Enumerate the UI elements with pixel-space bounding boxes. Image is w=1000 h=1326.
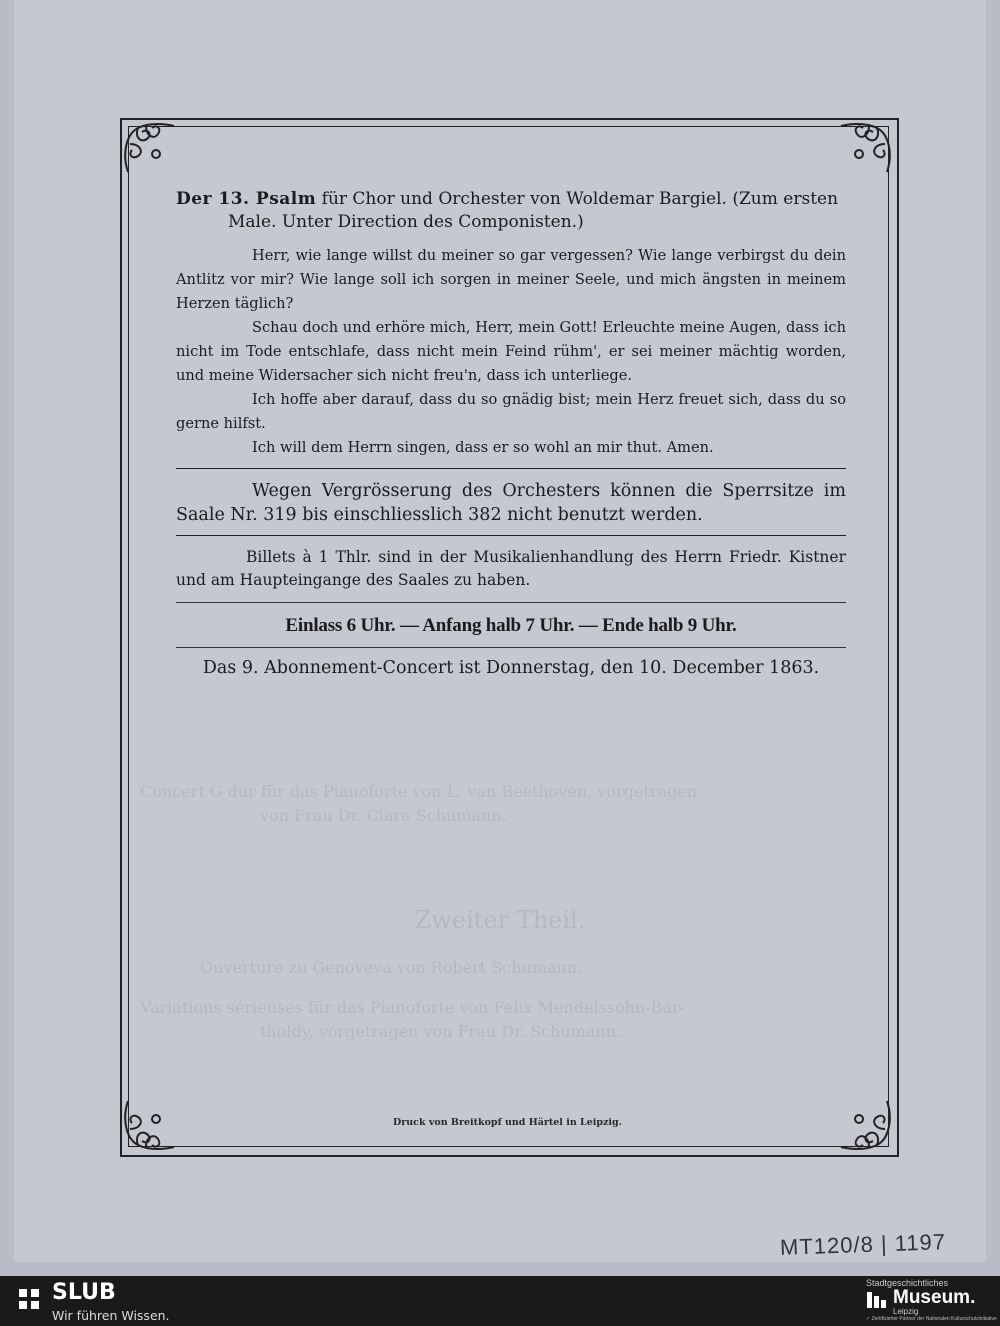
next-concert: Das 9. Abonnement-Concert ist Donnerstag, den 10. December 1863. [202, 658, 820, 678]
museum-partner-text: ✓ Zertifizierter Partner der Nationalen Kulturschutzinitiative [866, 1316, 997, 1322]
psalm-paragraph: Ich will dem Herrn singen, dass er so wohl an mir thut. Amen. [252, 439, 714, 456]
museum-city: Leipzig [893, 1307, 919, 1316]
slub-name[interactable]: SLUB [52, 1280, 116, 1305]
seating-notice: Wegen Vergrösserung des Orchesters können die Sperrsitze im Saale Nr. 319 bis einschliesslich 382 nicht benutzt werden. [176, 481, 846, 525]
divider [176, 602, 846, 603]
museum-logo-icon [866, 1290, 888, 1310]
bleed-line-1: Concert G dur für das Pianoforte von L. van Beethoven, vorgetragen [140, 782, 698, 801]
museum-name[interactable]: Museum. [893, 1287, 976, 1308]
bleed-line-4: Variations sérieuses für das Pianoforte von Felix Mendelssohn-Bar- [140, 998, 685, 1017]
psalm-paragraph: Schau doch und erhöre mich, Herr, mein Gott! Erleuchte meine Augen, dass ich nicht im Tode entschlafe, dass nicht mein Feind rühm', er sei meiner mächtig worden, und meine Widersacher sich nicht freu'n, dass ich unterliege. [176, 319, 846, 384]
piece-heading [176, 188, 846, 234]
divider [176, 647, 846, 648]
printer-imprint: Druck von Breitkopf und Härtel in Leipzig. [393, 1117, 622, 1128]
psalm-paragraph: Ich hoffe aber darauf, dass du so gnädig bist; mein Herz freuet sich, dass du so gerne hilfst. [176, 391, 846, 432]
corner-ornament-icon [116, 114, 186, 184]
psalm-text [176, 244, 846, 460]
archive-number: MT120/8 | 1197 [779, 1229, 947, 1260]
slub-logo-icon [16, 1286, 42, 1312]
psalm-paragraph: Herr, wie lange willst du meiner so gar vergessen? Wie lange verbirgst du dein Antlitz vor mir? Wie lange soll ich sorgen in meiner Seele, und mich ängsten in meinem Herzen täglich? [176, 247, 846, 312]
footer-bar [0, 1276, 1000, 1326]
bleed-section: Zweiter Theil. [414, 906, 586, 934]
piece-title: Der 13. Psalm [176, 189, 317, 209]
ticket-info: Billets à 1 Thlr. sind in der Musikalienhandlung des Herrn Friedr. Kistner und am Haupteingange des Saales zu haben. [176, 548, 846, 589]
divider [176, 468, 846, 469]
piece-description: für Chor und Orchester von Woldemar Bargiel. (Zum ersten Male. Unter Direction des Componisten.) [228, 189, 839, 232]
slub-tagline: Wir führen Wissen. [52, 1308, 170, 1323]
bleed-line-3: Ouverture zu Genoveva von Robert Schumann. [200, 958, 583, 977]
bleed-line-5: tholdy, vorgetragen von Frau Dr. Schumann. [260, 1022, 622, 1041]
admission-times: Einlass 6 Uhr. — Anfang halb 7 Uhr. — Ende halb 9 Uhr. [285, 615, 737, 636]
bleed-line-2: von Frau Dr. Clara Schumann. [260, 806, 507, 825]
corner-ornament-icon [829, 114, 899, 184]
museum-subtitle: Stadtgeschichtliches [866, 1278, 949, 1288]
program-content [176, 188, 846, 688]
divider [176, 535, 846, 536]
